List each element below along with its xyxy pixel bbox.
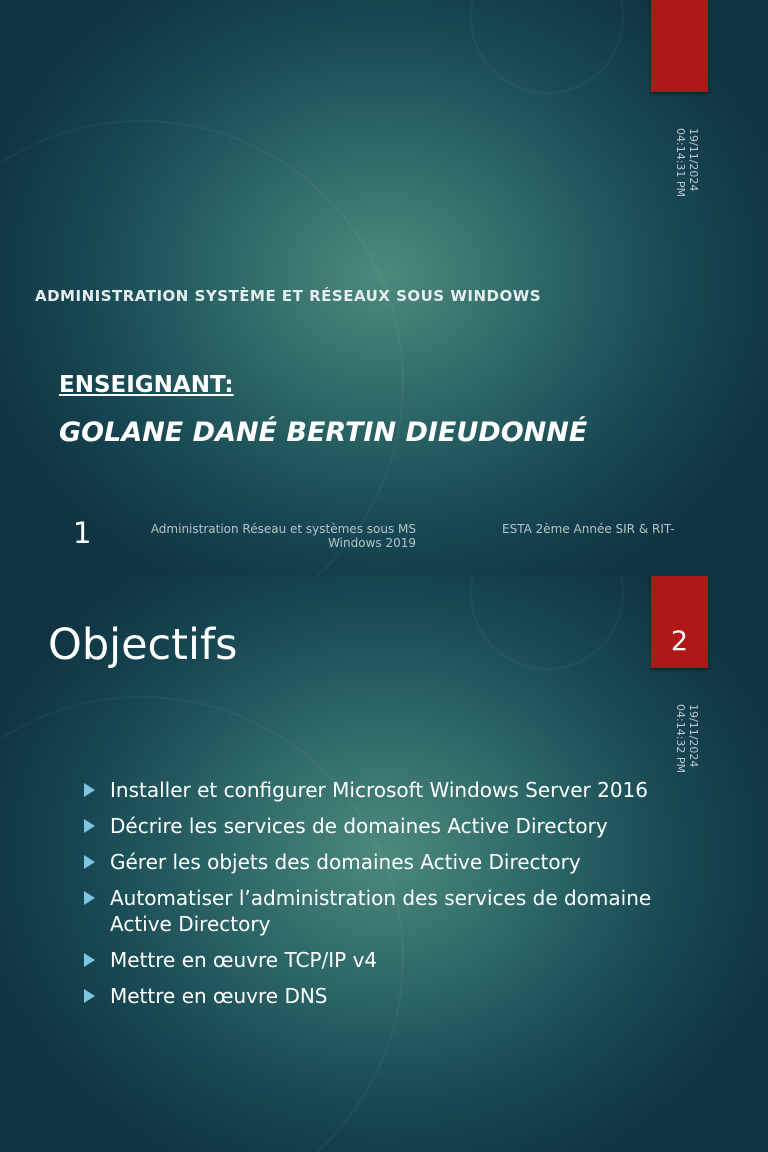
slide-date: 19/11/2024 04:14:31 PM (674, 128, 700, 198)
list-item: Mettre en œuvre TCP/IP v4 (84, 947, 704, 973)
decorative-ring (0, 120, 404, 576)
list-item: Gérer les objets des domaines Active Directory (84, 849, 704, 875)
bullet-arrow-icon (84, 783, 95, 797)
list-item: Mettre en œuvre DNS (84, 983, 704, 1009)
accent-bar (651, 576, 708, 668)
bullet-arrow-icon (84, 819, 95, 833)
slide-date: 19/11/2024 04:14:32 PM (674, 704, 700, 774)
list-item: Décrire les services de domaines Active Directory (84, 813, 704, 839)
decorative-ring (470, 0, 624, 94)
bullet-arrow-icon (84, 891, 95, 905)
slide-number: 1 (73, 516, 92, 550)
slide-title: Objectifs (48, 620, 238, 670)
list-item: Automatiser l’administration des services de domaine Active Directory (84, 885, 704, 937)
footer-course: Administration Réseau et systèmes sous MS Windows 2019 (150, 522, 416, 550)
bullet-arrow-icon (84, 953, 95, 967)
teacher-label: ENSEIGNANT: (59, 372, 234, 398)
list-item: Installer et configurer Microsoft Windows Server 2016 (84, 777, 704, 803)
objectives-list (84, 777, 704, 1019)
bullet-arrow-icon (84, 989, 95, 1003)
slide-number: 2 (670, 626, 689, 657)
decorative-ring (470, 576, 624, 670)
accent-bar (651, 0, 708, 92)
footer-class: ESTA 2ème Année SIR & RIT- (502, 522, 675, 536)
teacher-name: GOLANE DANÉ BERTIN DIEUDONNÉ (59, 417, 588, 448)
bullet-arrow-icon (84, 855, 95, 869)
course-title: ADMINISTRATION SYSTÈME ET RÉSEAUX SOUS WINDOWS (35, 287, 542, 305)
